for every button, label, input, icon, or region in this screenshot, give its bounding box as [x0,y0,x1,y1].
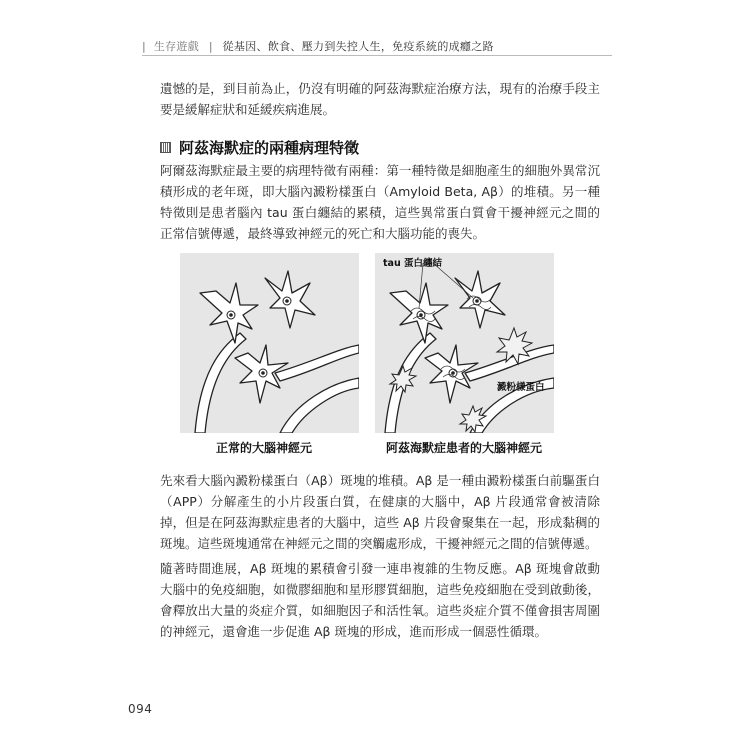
amyloid-plaque-label: 澱粉樣蛋白 [497,382,545,393]
intro-paragraph: 遺憾的是，到目前為止，仍沒有明確的阿茲海默症治療方法，現有的治療手段主要是緩解症狀和延緩疾病進展。 [160,81,600,117]
header-chapter-title: 從基因、飲食、壓力到失控人生，免疫系統的成癮之路 [222,40,494,53]
normal-neuron-caption: 正常的大腦神經元 [216,441,313,455]
paragraph-inflammation: 隨著時間進展，Aβ 斑塊的累積會引發一連串複雜的生物反應。Aβ 斑塊會啟動大腦中的免疫細胞，如微膠細胞和星形膠質細胞，這些免疫細胞在受到啟動後，會釋放出大量的炎症介質，如細胞因子和活性氧。這些炎症介質不僅會損害周圍的神經元，還會進一步促進 Aβ 斑塊的形成，進而形成一個惡性循環。 [160,561,600,639]
header-separator: | [208,40,213,53]
normal-neuron-illustration [180,253,359,433]
tau-tangle-label: tau 蛋白纏結 [383,258,443,269]
running-header [142,38,630,54]
alzheimer-neuron-caption: 阿茲海默症患者的大腦神經元 [386,441,543,455]
section-title-text: 阿茲海默症的兩種病理特徵 [179,139,360,157]
header-bar: | [142,40,147,53]
header-rule [142,55,612,56]
paragraph-pathology: 阿爾茲海默症最主要的病理特徵有兩種：第一種特徵是細胞產生的細胞外異常沉積形成的老年斑，即大腦內澱粉樣蛋白（Amyloid Beta, Aβ）的堆積。另一種特徵則是患者腦內 tau 蛋白纏結的累積，這些異常蛋白質會干擾神經元之間的正常信號傳遞，最終導致神經元的死亡和大腦功能的喪失。 [160,163,600,241]
alzheimer-neuron-illustration [375,253,554,433]
paragraph-amyloid: 先來看大腦內澱粉樣蛋白（Aβ）斑塊的堆積。Aβ 是一種由澱粉樣蛋白前驅蛋白（APP）分解產生的小片段蛋白質，在健康的大腦中，Aβ 片段通常會被清除掉，但是在阿茲海默症患者的大腦中，這些 Aβ 片段會聚集在一起，形成黏稠的斑塊。這些斑塊通常在神經元之間的突觸處形成，干擾神經元之間的信號傳遞。 [160,473,600,551]
header-book-title: 生存遊戲 [153,40,200,53]
heading-marker-icon [160,142,171,153]
section-heading [160,137,359,158]
page-number: 094 [128,702,153,716]
